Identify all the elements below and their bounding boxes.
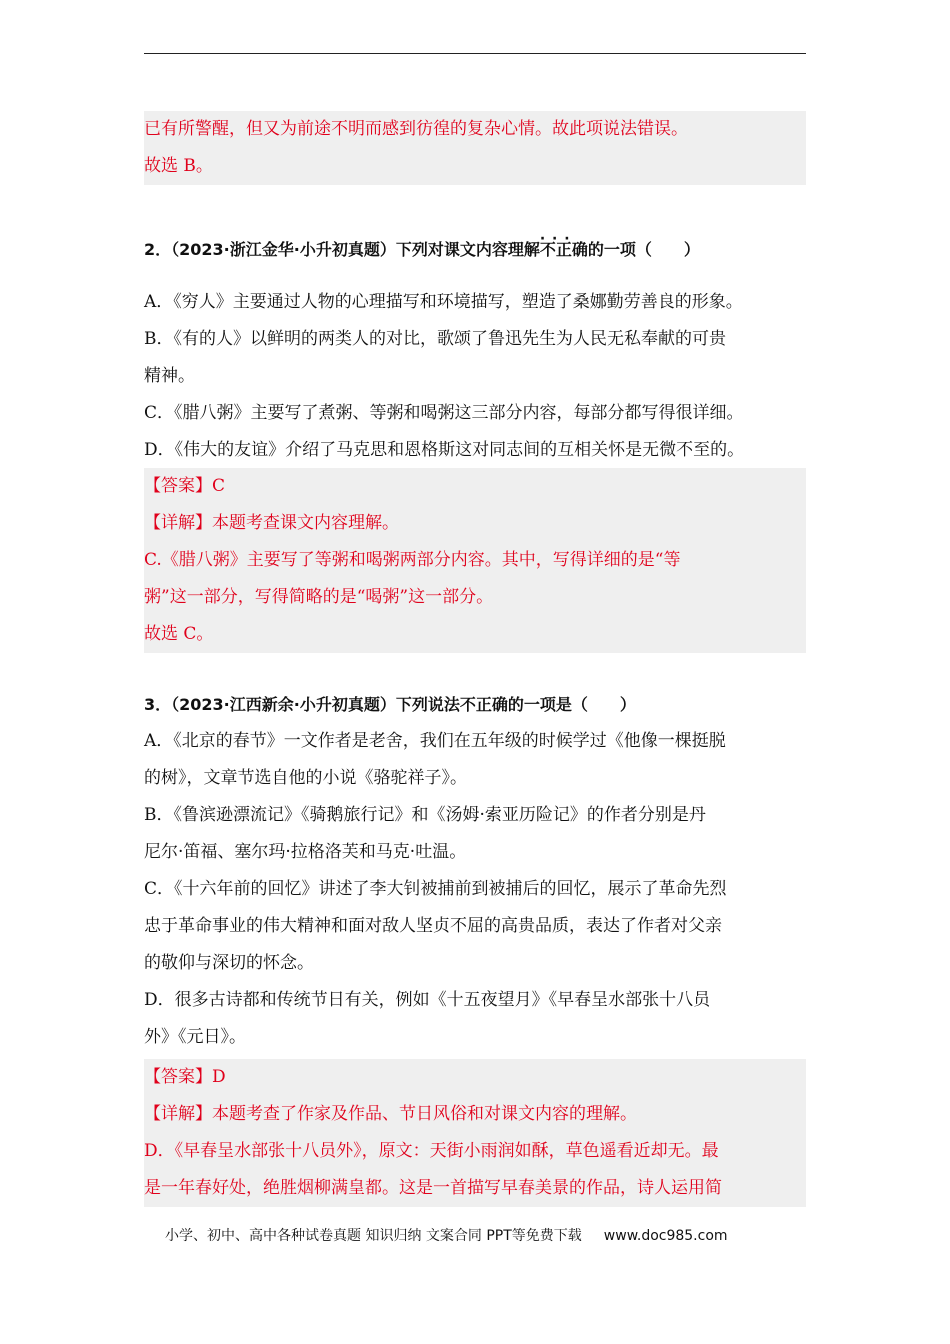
detail-text: 本题考查课文内容理解。 (212, 513, 399, 533)
analysis-line: 故选 B。 (144, 156, 213, 176)
answer-label: 【答案】 (144, 476, 212, 496)
option-a: A．《穷人》主要通过人物的心理描写和环境描写，塑造了桑娜勤劳善良的形象。 (144, 292, 743, 312)
option-c-cont: 的敬仰与深切的怀念。 (144, 953, 314, 973)
detail-line (144, 1096, 806, 1133)
explain-line: C.《腊八粥》主要写了等粥和喝粥两部分内容。其中，写得详细的是“等 (144, 550, 681, 570)
question-3-title (144, 686, 806, 723)
answer-line (144, 1059, 806, 1096)
option-b-cont: 尼尔·笛福、塞尔玛·拉格洛芙和马克·吐温。 (144, 842, 467, 862)
option-d: D．很多古诗都和传统节日有关，例如《十五夜望月》《早春呈水部张十八员 (144, 990, 711, 1010)
option-b-cont: 精神。 (144, 366, 195, 386)
explain-line: 故选 C。 (144, 624, 214, 644)
prev-analysis-box (144, 111, 806, 185)
detail-label: 【详解】 (144, 513, 212, 533)
header-rule (144, 53, 806, 54)
option-d-cont: 外》《元日》。 (144, 1027, 246, 1047)
answer-value: D (212, 1067, 226, 1087)
option-d: D．《伟大的友谊》介绍了马克思和恩格斯这对同志间的互相关怀是无微不至的。 (144, 440, 745, 460)
option-b: B．《有的人》以鲜明的两类人的对比，歌颂了鲁迅先生为人民无私奉献的可贵 (144, 329, 726, 349)
explain-line: 粥”这一部分，写得简略的是“喝粥”这一部分。 (144, 587, 494, 607)
question-2-title (144, 231, 806, 268)
analysis-line: 已有所警醒，但又为前途不明而感到彷徨的复杂心情。故此项说法错误。 (144, 119, 688, 139)
detail-text: 本题考查了作家及作品、节日风俗和对课文内容的理解。 (212, 1104, 637, 1124)
option-a: A．《北京的春节》一文作者是老舍，我们在五年级的时候学过《他像一棵挺脱 (144, 731, 726, 751)
detail-label: 【详解】 (144, 1104, 212, 1124)
page-footer (165, 1222, 805, 1250)
footer-text: 小学、初中、高中各种试卷真题 知识归纳 文案合同 PPT等免费下载 (165, 1228, 582, 1244)
footer-site-link[interactable]: www.doc985.com (603, 1228, 728, 1244)
detail-line (144, 505, 806, 542)
question-3-options (144, 723, 806, 1056)
option-b: B．《鲁滨逊漂流记》《骑鹅旅行记》和《汤姆·索亚历险记》的作者分别是丹 (144, 805, 706, 825)
question-2-answer-box (144, 468, 806, 653)
answer-line (144, 468, 806, 505)
option-c: C．《腊八粥》主要写了煮粥、等粥和喝粥这三部分内容，每部分都写得很详细。 (144, 403, 744, 423)
answer-value: C (212, 476, 226, 496)
question-2-options (144, 284, 806, 469)
answer-label: 【答案】 (144, 1067, 212, 1087)
option-c: C．《十六年前的回忆》讲述了李大钊被捕前到被捕后的回忆，展示了革命先烈 (144, 879, 727, 899)
question-2-prefix: 2．（2023·浙江金华·小升初真题）下列对课文内容理解 (144, 240, 540, 259)
explain-line: 是一年春好处，绝胜烟柳满皇都。这是一首描写早春美景的作品，诗人运用简 (144, 1178, 722, 1198)
option-a-cont: 的树》，文章节选自他的小说《骆驼祥子》。 (144, 768, 467, 788)
option-c-cont: 忠于革命事业的伟大精神和面对敌人坚贞不屈的高贵品质，表达了作者对父亲 (144, 916, 722, 936)
question-2-suffix: 的一项（ ） (587, 240, 700, 259)
question-3-title-text: 3．（2023·江西新余·小升初真题）下列说法不正确的一项是（ ） (144, 695, 636, 714)
emphasis-dots: · · · 不正确 (540, 231, 588, 268)
question-3-answer-box (144, 1059, 806, 1207)
explain-line: D．《早春呈水部张十八员外》，原文：天街小雨润如酥，草色遥看近却无。最 (144, 1141, 719, 1161)
